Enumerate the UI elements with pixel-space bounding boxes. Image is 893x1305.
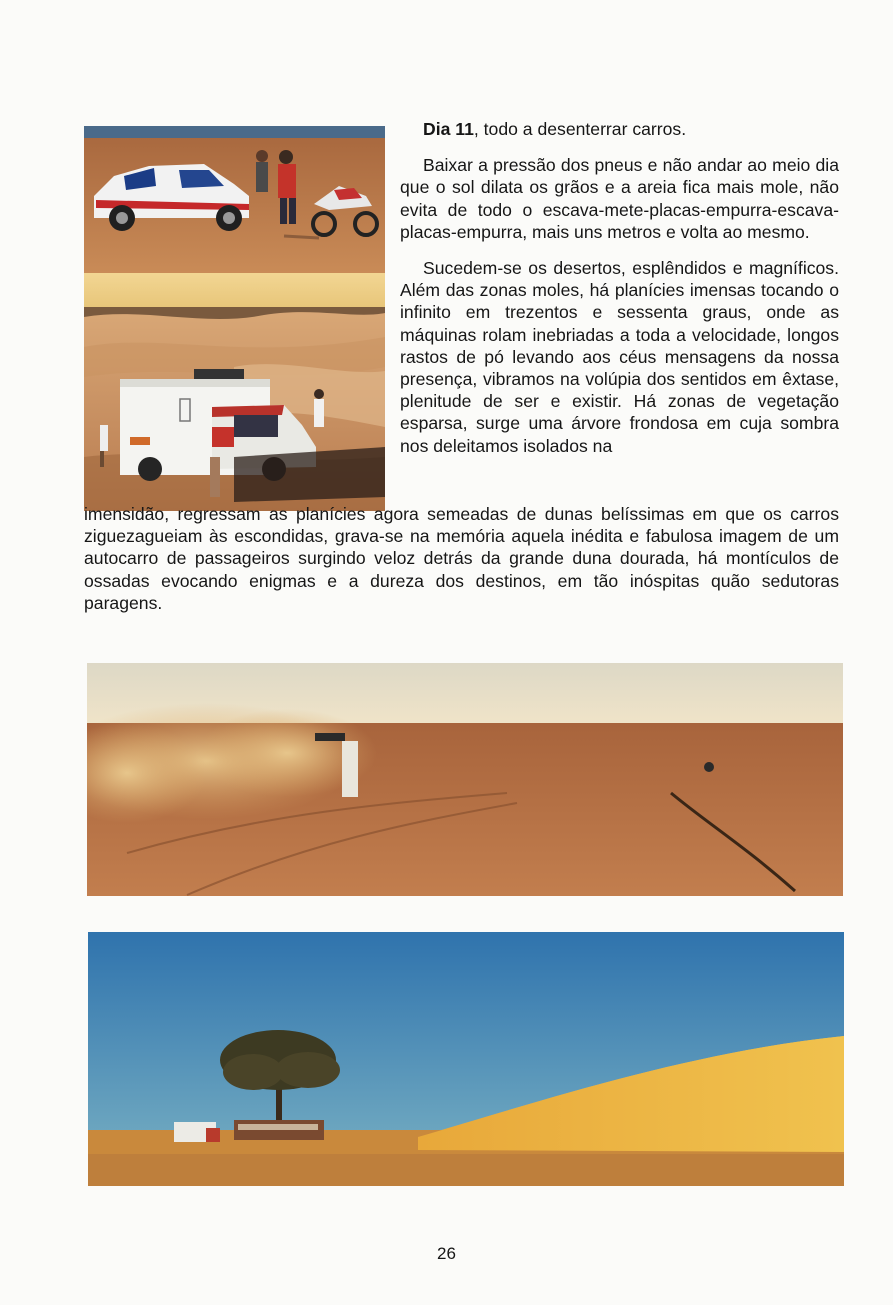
- day-heading: [423, 118, 839, 140]
- page-number: 26: [437, 1244, 456, 1263]
- photo-rally-car-motorbike: [84, 126, 385, 273]
- photo-truck-dunes: [84, 307, 385, 511]
- photo-dust-plain: [87, 663, 843, 896]
- day-text: , todo a desenterrar carros.: [473, 119, 687, 139]
- paragraph-1: Baixar a pressão dos pneus e não andar ao meio dia que o sol dilata os grãos e a areia fica mais mole, não evita de todo o escava-mete-placas-empurra-escava-placas-empurra, mais uns metros e volta ao mesmo.: [400, 155, 839, 242]
- paragraph-2-start: Sucedem-se os desertos, esplêndidos e magníficos. Além das zonas moles, há planícies imensas tocando o infinito em trezentos e sessenta graus, onde as máquinas rolam inebriadas a toda a velocidade, longos rastos de pó levando aos céus mensagens da nossa presença, vibramos na volúpia dos sentidos em êxtase, plenitude de ser e existir. Há zonas de vegetação esparsa, surge uma árvore frondosa em cuja sombra nos deleitamos isolados na: [400, 258, 839, 456]
- photo-tree-dune: [88, 932, 844, 1186]
- day-label: Dia 11: [423, 119, 474, 139]
- photo-divider-strip: [84, 273, 385, 307]
- paragraph-2-end: imensidão, regressam as planícies agora semeadas de dunas belíssimas em que os carros ziguezagueiam às escondidas, grava-se na memória aquela inédita e fabulosa imagem de um autocarro de passageiros surgindo veloz detrás da grande duna dourada, há montículos de ossadas evocando enigmas e a dureza dos destinos, em tão inóspitas quão sedutoras paragens.: [84, 504, 839, 613]
